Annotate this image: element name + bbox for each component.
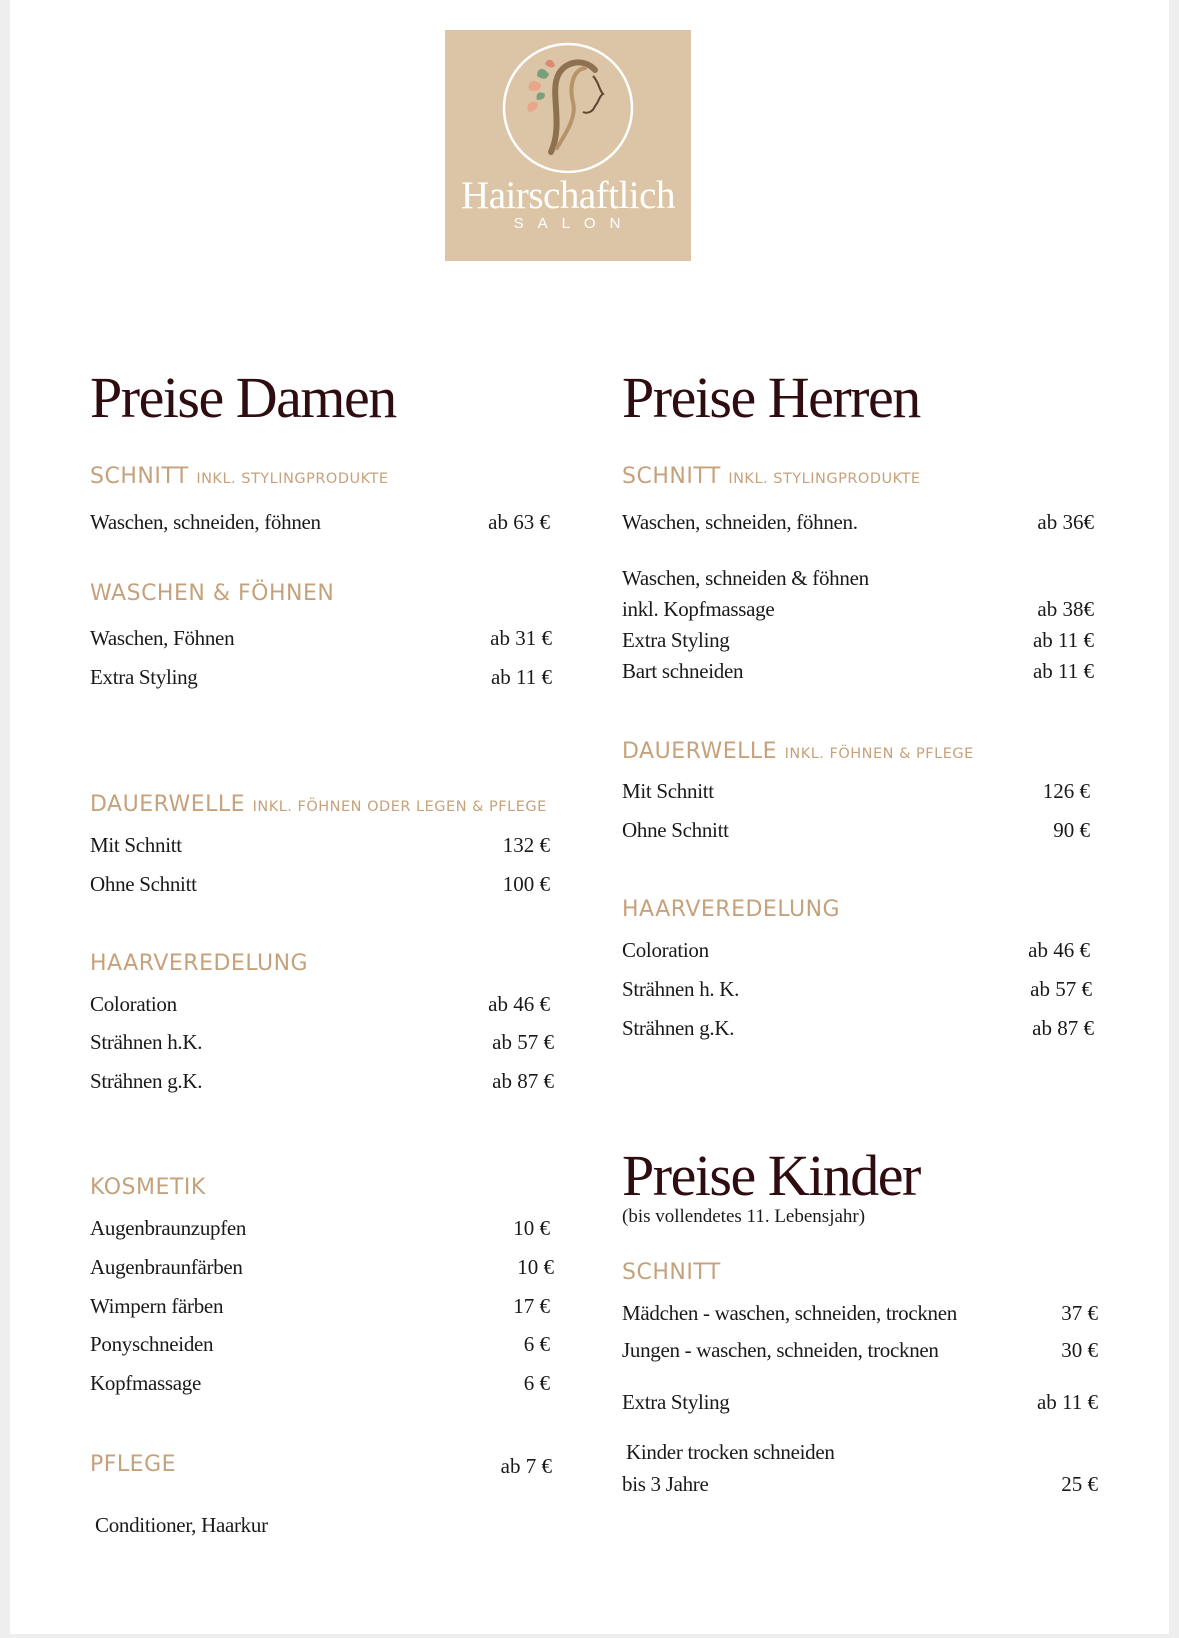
item-price: ab 7 € (500, 1454, 552, 1478)
list-item: Wimpern färben (90, 1294, 224, 1318)
item-price: 25 € (1061, 1472, 1098, 1496)
logo-name: Hairschaftlich (461, 174, 675, 217)
list-item: Extra Styling (622, 1390, 730, 1414)
salon-logo (445, 30, 691, 261)
heading-damen: Preise Damen (90, 365, 396, 430)
item-price: 90 € (1053, 818, 1090, 842)
section-schnitt-herren (622, 466, 921, 488)
item-price: ab 38€ (1037, 597, 1094, 621)
list-item: Waschen, schneiden, föhnen. (622, 510, 858, 534)
item-price: 10 € (513, 1216, 550, 1240)
list-item: Strähnen g.K. (90, 1069, 203, 1093)
list-item: Augenbraunfärben (90, 1255, 243, 1279)
item-price: ab 11 € (1036, 1390, 1098, 1414)
section-subtitle: INKL. FÖHNEN & PFLEGE (784, 746, 974, 762)
list-item: Ohne Schnitt (90, 872, 197, 896)
item-price: ab 87 € (1032, 1016, 1094, 1040)
list-item: Extra Styling (90, 665, 198, 689)
item-price: ab 11 € (1032, 659, 1094, 683)
section-title: SCHNITT (622, 464, 721, 489)
logo-subtitle: SALON (513, 215, 635, 232)
list-item: Strähnen h.K. (90, 1030, 203, 1054)
section-pflege: PFLEGE (90, 1452, 177, 1477)
item-price: 132 € (502, 833, 550, 857)
item-price: ab 46 € (1028, 938, 1090, 962)
list-item: bis 3 Jahre (622, 1472, 709, 1496)
list-item: Waschen, Föhnen (90, 626, 235, 650)
list-item: Mit Schnitt (90, 833, 182, 857)
list-item: Bart schneiden (622, 659, 744, 683)
age-note: (bis vollendetes 11. Lebensjahr) (622, 1206, 866, 1227)
item-price: ab 57 € (492, 1030, 554, 1054)
item-price: 6 € (523, 1332, 550, 1356)
item-price: ab 87 € (492, 1069, 554, 1093)
list-item: Waschen, schneiden & föhnen (622, 566, 869, 590)
section-subtitle: INKL. STYLINGPRODUKTE (196, 471, 389, 487)
list-item: Kinder trocken schneiden (626, 1440, 835, 1464)
list-item: Ohne Schnitt (622, 818, 729, 842)
section-schnitt-kinder: SCHNITT (622, 1260, 721, 1285)
item-price: ab 11 € (490, 665, 552, 689)
price-list-page (10, 0, 1169, 1634)
section-waschen-damen: WASCHEN & FÖHNEN (90, 581, 335, 606)
section-title: SCHNITT (90, 464, 189, 489)
item-price: 6 € (523, 1371, 550, 1395)
item-price: 100 € (502, 872, 550, 896)
list-item: Coloration (90, 992, 177, 1016)
section-dauerwelle-damen (90, 794, 547, 816)
list-item: Ponyschneiden (90, 1332, 214, 1356)
item-price: ab 11 € (1032, 628, 1094, 652)
section-dauerwelle-herren (622, 741, 974, 763)
item-price: ab 63 € (488, 510, 550, 534)
section-schnitt-damen (90, 466, 389, 488)
item-price: ab 57 € (1030, 977, 1092, 1001)
list-item: Kopfmassage (90, 1371, 202, 1395)
item-price: ab 31 € (490, 626, 552, 650)
list-item: Strähnen h. K. (622, 977, 740, 1001)
heading-herren: Preise Herren (622, 365, 920, 430)
item-price: 10 € (517, 1255, 554, 1279)
section-subtitle: INKL. FÖHNEN ODER LEGEN & PFLEGE (252, 799, 547, 815)
list-item: Mädchen - waschen, schneiden, trocknen (622, 1301, 957, 1325)
item-price: ab 36€ (1037, 510, 1094, 534)
section-haarveredelung-damen: HAARVEREDELUNG (90, 951, 309, 976)
list-item: Jungen - waschen, schneiden, trocknen (622, 1338, 939, 1362)
item-price: 126 € (1042, 779, 1090, 803)
list-item: Strähnen g.K. (622, 1016, 735, 1040)
section-title: DAUERWELLE (622, 739, 778, 764)
list-item: Waschen, schneiden, föhnen (90, 510, 321, 534)
list-item: Coloration (622, 938, 709, 962)
heading-kinder: Preise Kinder (622, 1143, 920, 1208)
item-price: 30 € (1061, 1338, 1098, 1362)
list-item: Augenbraunzupfen (90, 1216, 247, 1240)
list-item: Extra Styling (622, 628, 730, 652)
section-title: DAUERWELLE (90, 792, 246, 817)
item-price: 17 € (513, 1294, 550, 1318)
section-kosmetik: KOSMETIK (90, 1175, 206, 1200)
section-haarveredelung-herren: HAARVEREDELUNG (622, 897, 841, 922)
item-price: ab 46 € (488, 992, 550, 1016)
section-subtitle: INKL. STYLINGPRODUKTE (728, 471, 921, 487)
list-item: Mit Schnitt (622, 779, 714, 803)
list-item: Conditioner, Haarkur (95, 1513, 268, 1537)
item-price: 37 € (1061, 1301, 1098, 1325)
list-item: inkl. Kopfmassage (622, 597, 775, 621)
